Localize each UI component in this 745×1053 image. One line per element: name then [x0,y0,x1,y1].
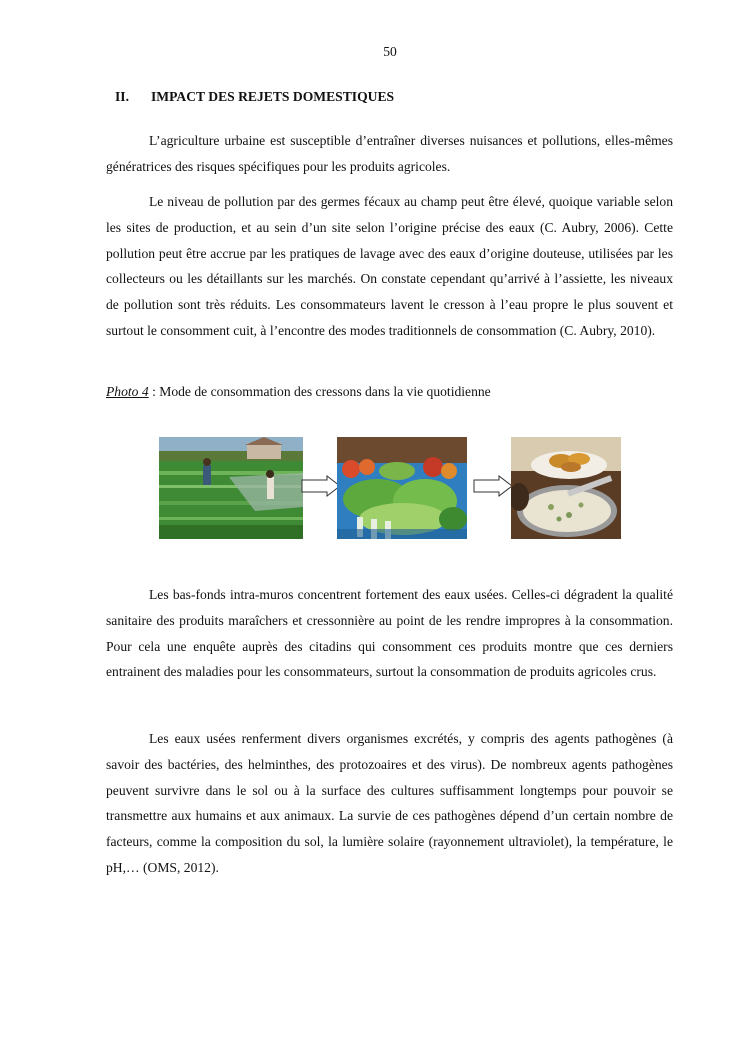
photo-caption-text: : Mode de consommation des cressons dans la vie quotidienne [148,384,491,399]
paragraph-pathogens: Les eaux usées renferment divers organismes excrétés, y compris des agents pathogènes (à savoir des bactéries, des helminthes, des protozoaires et des virus). De nombreux agents pathogènes peuvent survivre dans le sol ou à la surface des cultures suffisamment longtemps pour pouvoir se transmettre aux humains et aux animaux. La survie de ces pathogènes dépend d’un certain nombre de facteurs, comme la composition du sol, la lumière solaire (rayonnement ultraviolet), la température, le pH,… (OMS, 2012). [106,731,673,875]
photo-caption [106,384,491,400]
meal-photo [511,437,621,539]
photo-caption-label: Photo 4 [106,384,149,399]
paragraph-lowlands: Les bas-fonds intra-muros concentrent fortement des eaux usées. Celles-ci dégradent la qualité sanitaire des produits maraîchers et cressonnière au point de les rendre impropres à la consommation. Pour cela une enquête auprès des citadins qui consomment ces produits montre que ces derniers entrainent des maladies pour les consommateurs, surtout la consommation de produits agricoles crus. [106,587,673,680]
right-arrow-icon [473,475,513,501]
paragraph-pollution: Le niveau de pollution par des germes fécaux au champ peut être élevé, quoique variable selon les sites de production, et au sein d’un site selon l’origine précise des eaux (C. Aubry, 2006). Cette pollution peut être accrue par les pratiques de lavage avec des eaux d’origine douteuse, utilisées par les collecteurs ou les détaillants sur les marchés. On constate cependant qu’arrivé à l’assiette, les niveaux de pollution sont très réduits. Les consommateurs lavent le cresson à l’eau propre le plus souvent et surtout le consomment cuit, à l’encontre des modes traditionnels de consommation (C. Aubry, 2010). [106,194,673,338]
photo-strip [159,437,621,539]
page-number: 50 [383,44,397,59]
section-heading [115,89,394,105]
section-title: IMPACT DES REJETS DOMESTIQUES [151,89,395,104]
market-photo [337,437,467,539]
section-number: II. [115,89,129,104]
paragraph-intro: L’agriculture urbaine est susceptible d’entraîner diverses nuisances et pollutions, elles-mêmes génératrices des risques spécifiques pour les produits agricoles. [106,133,673,174]
field-photo [159,437,303,539]
right-arrow-icon [301,475,341,501]
